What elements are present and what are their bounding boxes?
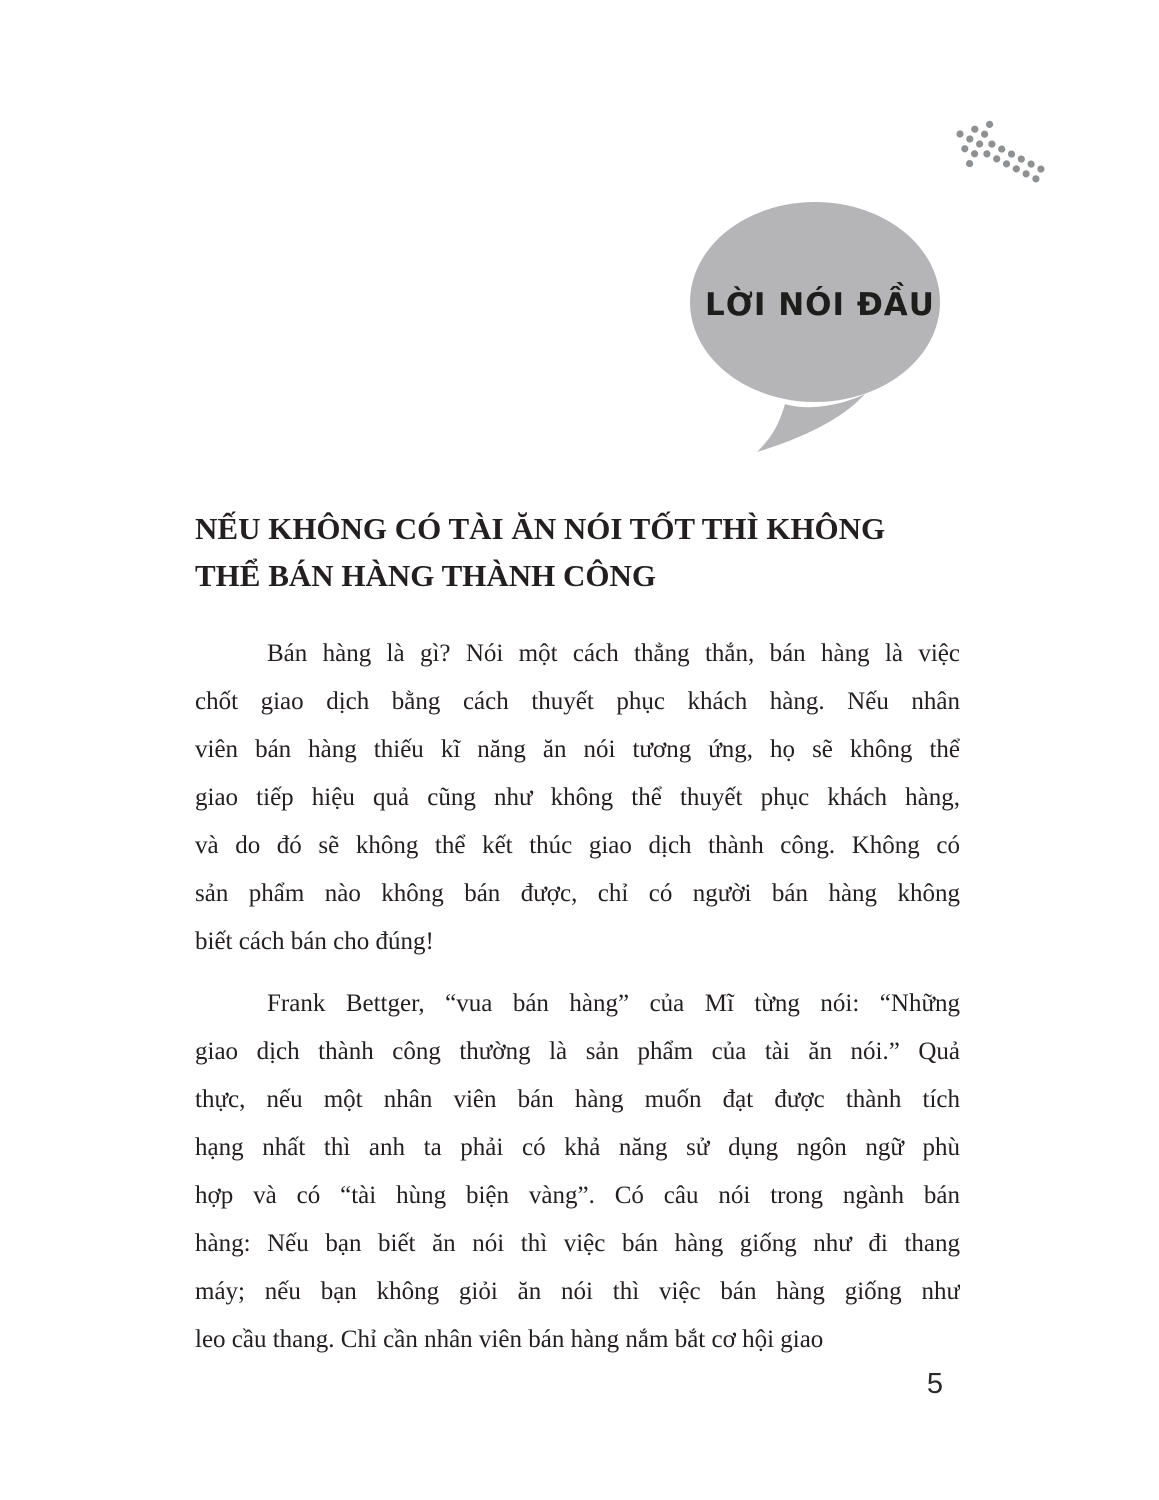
body-line: viên bán hàng thiếu kĩ năng ăn nói tương ứng, họ sẽ không thể <box>195 736 960 763</box>
body-text <box>195 630 960 1364</box>
body-line: hợp và có “tài hùng biện vàng”. Có câu nói trong ngành bán <box>195 1182 960 1209</box>
body-line: chốt giao dịch bằng cách thuyết phục khách hàng. Nếu nhân <box>195 688 960 715</box>
body-line: máy; nếu bạn không giỏi ăn nói thì việc bán hàng giống như <box>195 1278 960 1305</box>
body-line: sản phẩm nào không bán được, chỉ có người bán hàng không <box>195 880 960 907</box>
body-line: biết cách bán cho đúng! <box>195 928 434 955</box>
body-line: giao tiếp hiệu quả cũng như không thể thuyết phục khách hàng, <box>195 784 960 811</box>
body-line: Bán hàng là gì? Nói một cách thẳng thắn, bán hàng là việc <box>267 640 960 667</box>
page-number: 5 <box>926 1368 944 1400</box>
paragraph <box>195 980 960 1364</box>
body-line: thực, nếu một nhân viên bán hàng muốn đạt được thành tích <box>195 1086 960 1113</box>
body-line: giao dịch thành công thường là sản phẩm của tài ăn nói.” Quả <box>195 1038 960 1065</box>
paragraph <box>195 630 960 966</box>
body-line: hàng: Nếu bạn biết ăn nói thì việc bán hàng giống như đi thang <box>195 1230 960 1257</box>
body-line: và do đó sẽ không thể kết thúc giao dịch thành công. Không có <box>195 832 960 859</box>
dotted-arrow-icon <box>938 86 1050 190</box>
preface-title: LỜI NÓI ĐẦU <box>705 287 935 323</box>
chapter-heading <box>195 505 965 599</box>
body-line: leo cầu thang. Chỉ cần nhân viên bán hàng nắm bắt cơ hội giao <box>195 1326 824 1353</box>
chapter-heading-line-1: NẾU KHÔNG CÓ TÀI ĂN NÓI TỐT THÌ KHÔNG <box>195 511 886 546</box>
body-line: hạng nhất thì anh ta phải có khả năng sử dụng ngôn ngữ phù <box>195 1134 960 1161</box>
chapter-heading-line-2: THỂ BÁN HÀNG THÀNH CÔNG <box>195 558 657 593</box>
body-line: Frank Bettger, “vua bán hàng” của Mĩ từng nói: “Những <box>267 990 960 1017</box>
dotted-arrow-dots <box>945 110 1050 190</box>
